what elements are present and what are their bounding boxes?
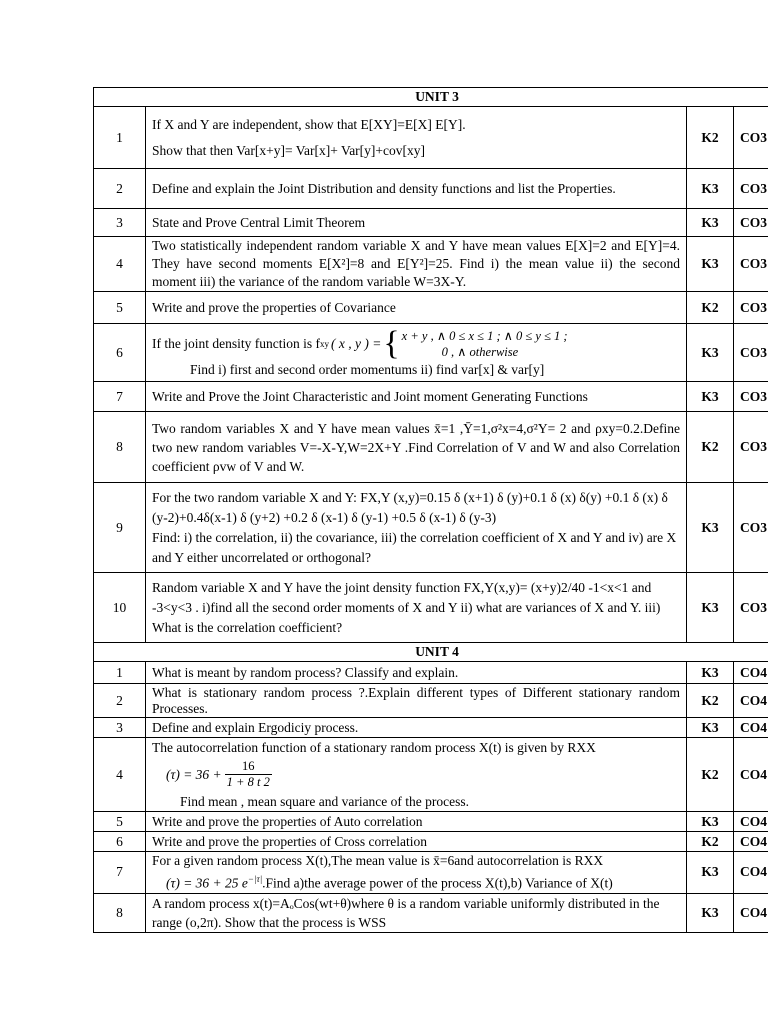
question-text: Two statistically independent random variable X and Y have mean values E[X]=2 and E[Y]=4. They have second moments E[X²]=8 and E[Y²]=25. Find i) the mean value ii) the second moment iii) the variance of the random variable W=3X-Y. bbox=[146, 237, 687, 292]
question-number: 5 bbox=[94, 292, 146, 324]
question-text: For the two random variable X and Y: FX,Y (x,y)=0.15 δ (x+1) δ (y)+0.1 δ (x) δ(y) +0.1 δ (x) δ (y-2)+0.4δ(x-1) δ (y+2) +0.2 δ (x-1) δ (y-1) +0.5 δ (x-1) δ (y-3) Find: i) the correlation, ii) the covariance, iii) the correlation coefficient of X and Y and iv) are X and Y either uncorrelated or orthogonal? bbox=[146, 483, 687, 573]
question-number: 1 bbox=[94, 107, 146, 169]
question-text: What is meant by random process? Classify and explain. bbox=[146, 662, 687, 684]
table-row bbox=[94, 292, 768, 324]
question-text: If X and Y are independent, show that E[XY]=E[X] E[Y]. Show that then Var[x+y]= Var[x]+ Var[y]+cov[xy] bbox=[146, 107, 687, 169]
knowledge-level: K2 bbox=[687, 738, 734, 812]
question-number: 2 bbox=[94, 684, 146, 718]
question-text: The autocorrelation function of a stationary random process X(t) is given by RXX (τ) = 36 + $\frac{16}{1 + 8 t 2}$ Find mean , mean square and variance of the process. bbox=[146, 738, 687, 812]
question-text: For a given random process X(t),The mean value is x̄=6and autocorrelation is RXX (τ) = 36 + 25 $e^{-|\tau|}.Find$ a)the average power of the process X(t),b) Variance of X(t) bbox=[146, 852, 687, 894]
question-text: Write and prove the properties of Cross correlation bbox=[146, 832, 687, 852]
table-row bbox=[94, 718, 768, 738]
table-row bbox=[94, 209, 768, 237]
knowledge-level: K3 bbox=[687, 573, 734, 643]
knowledge-level: K3 bbox=[687, 382, 734, 412]
question-number: 2 bbox=[94, 169, 146, 209]
table-row bbox=[94, 812, 768, 832]
course-outcome: CO4 bbox=[734, 893, 768, 932]
knowledge-level: K3 bbox=[687, 852, 734, 894]
table-row bbox=[94, 169, 768, 209]
knowledge-level: K3 bbox=[687, 324, 734, 382]
question-number: 3 bbox=[94, 209, 146, 237]
question-number: 6 bbox=[94, 324, 146, 382]
unit4-heading: UNIT 4 bbox=[94, 643, 768, 662]
knowledge-level: K3 bbox=[687, 209, 734, 237]
question-number: 8 bbox=[94, 893, 146, 932]
knowledge-level: K2 bbox=[687, 107, 734, 169]
question-number: 1 bbox=[94, 662, 146, 684]
course-outcome: CO3 bbox=[734, 573, 768, 643]
question-number: 8 bbox=[94, 412, 146, 483]
course-outcome: CO3 bbox=[734, 324, 768, 382]
knowledge-level: K2 bbox=[687, 684, 734, 718]
question-table bbox=[93, 87, 768, 933]
course-outcome: CO3 bbox=[734, 209, 768, 237]
table-row bbox=[94, 738, 768, 812]
knowledge-level: K3 bbox=[687, 718, 734, 738]
table-row bbox=[94, 237, 768, 292]
question-number: 4 bbox=[94, 738, 146, 812]
question-text: State and Prove Central Limit Theorem bbox=[146, 209, 687, 237]
question-text: Define and explain Ergodiciy process. bbox=[146, 718, 687, 738]
question-number: 3 bbox=[94, 718, 146, 738]
table-row bbox=[94, 662, 768, 684]
question-text: Write and Prove the Joint Characteristic and Joint moment Generating Functions bbox=[146, 382, 687, 412]
question-text: Write and prove the properties of Covariance bbox=[146, 292, 687, 324]
knowledge-level: K3 bbox=[687, 483, 734, 573]
knowledge-level: K2 bbox=[687, 832, 734, 852]
table-row bbox=[94, 893, 768, 932]
course-outcome: CO4 bbox=[734, 684, 768, 718]
table-row bbox=[94, 107, 768, 169]
question-number: 7 bbox=[94, 382, 146, 412]
course-outcome: CO4 bbox=[734, 718, 768, 738]
question-text: A random process x(t)=AₒCos(wt+θ)where θ is a random variable uniformly distributed in the range (o,2π). Show that the process is WSS bbox=[146, 893, 687, 932]
table-row bbox=[94, 483, 768, 573]
question-text: Random variable X and Y have the joint density function FX,Y(x,y)= (x+y)2/40 -1<x<1 and -3<y<3 . i)find all the second order moments of X and Y ii) what are variances of X and Y. iii) What is the correlation coefficient? bbox=[146, 573, 687, 643]
course-outcome: CO3 bbox=[734, 237, 768, 292]
course-outcome: CO4 bbox=[734, 738, 768, 812]
question-number: 4 bbox=[94, 237, 146, 292]
question-number: 10 bbox=[94, 573, 146, 643]
brace-symbol: { bbox=[383, 324, 400, 362]
question-text: What is stationary random process ?.Explain different types of Different stationary random Processes. bbox=[146, 684, 687, 718]
knowledge-level: K3 bbox=[687, 893, 734, 932]
question-text: Define and explain the Joint Distribution and density functions and list the Properties. bbox=[146, 169, 687, 209]
unit3-header-row bbox=[94, 88, 768, 107]
table-row bbox=[94, 832, 768, 852]
unit4-header-row bbox=[94, 643, 768, 662]
course-outcome: CO3 bbox=[734, 107, 768, 169]
course-outcome: CO4 bbox=[734, 812, 768, 832]
table-row bbox=[94, 573, 768, 643]
question-number: 7 bbox=[94, 852, 146, 894]
knowledge-level: K3 bbox=[687, 662, 734, 684]
question-number: 5 bbox=[94, 812, 146, 832]
course-outcome: CO3 bbox=[734, 169, 768, 209]
question-number: 6 bbox=[94, 832, 146, 852]
knowledge-level: K3 bbox=[687, 812, 734, 832]
table-row bbox=[94, 684, 768, 718]
knowledge-level: K3 bbox=[687, 237, 734, 292]
course-outcome: CO3 bbox=[734, 483, 768, 573]
table-row bbox=[94, 382, 768, 412]
course-outcome: CO3 bbox=[734, 292, 768, 324]
course-outcome: CO3 bbox=[734, 412, 768, 483]
course-outcome: CO4 bbox=[734, 662, 768, 684]
knowledge-level: K2 bbox=[687, 292, 734, 324]
question-text: If the joint density function is f xy ( x , y ) = { x + y , ∧ 0 ≤ x ≤ 1 ; ∧ 0 ≤ y ≤ 1 ; 0 , ∧ otherwise Find i) first and second order momentums ii) find var[x] & var[y] bbox=[146, 324, 687, 382]
question-text: Two random variables X and Y have mean values x̄=1 ,Ȳ=1,σ²x=4,σ²Y= 2 and ρxy=0.2.Define two new random variables V=-X-Y,W=2X+Y .Find Correlation of V and W and also Correlation coefficient ρvw of V and W. bbox=[146, 412, 687, 483]
table-row bbox=[94, 412, 768, 483]
course-outcome: CO3 bbox=[734, 382, 768, 412]
knowledge-level: K3 bbox=[687, 169, 734, 209]
table-row bbox=[94, 324, 768, 382]
table-row bbox=[94, 852, 768, 894]
course-outcome: CO4 bbox=[734, 852, 768, 894]
question-text: Write and prove the properties of Auto correlation bbox=[146, 812, 687, 832]
knowledge-level: K2 bbox=[687, 412, 734, 483]
course-outcome: CO4 bbox=[734, 832, 768, 852]
question-number: 9 bbox=[94, 483, 146, 573]
unit3-heading: UNIT 3 bbox=[94, 88, 768, 107]
